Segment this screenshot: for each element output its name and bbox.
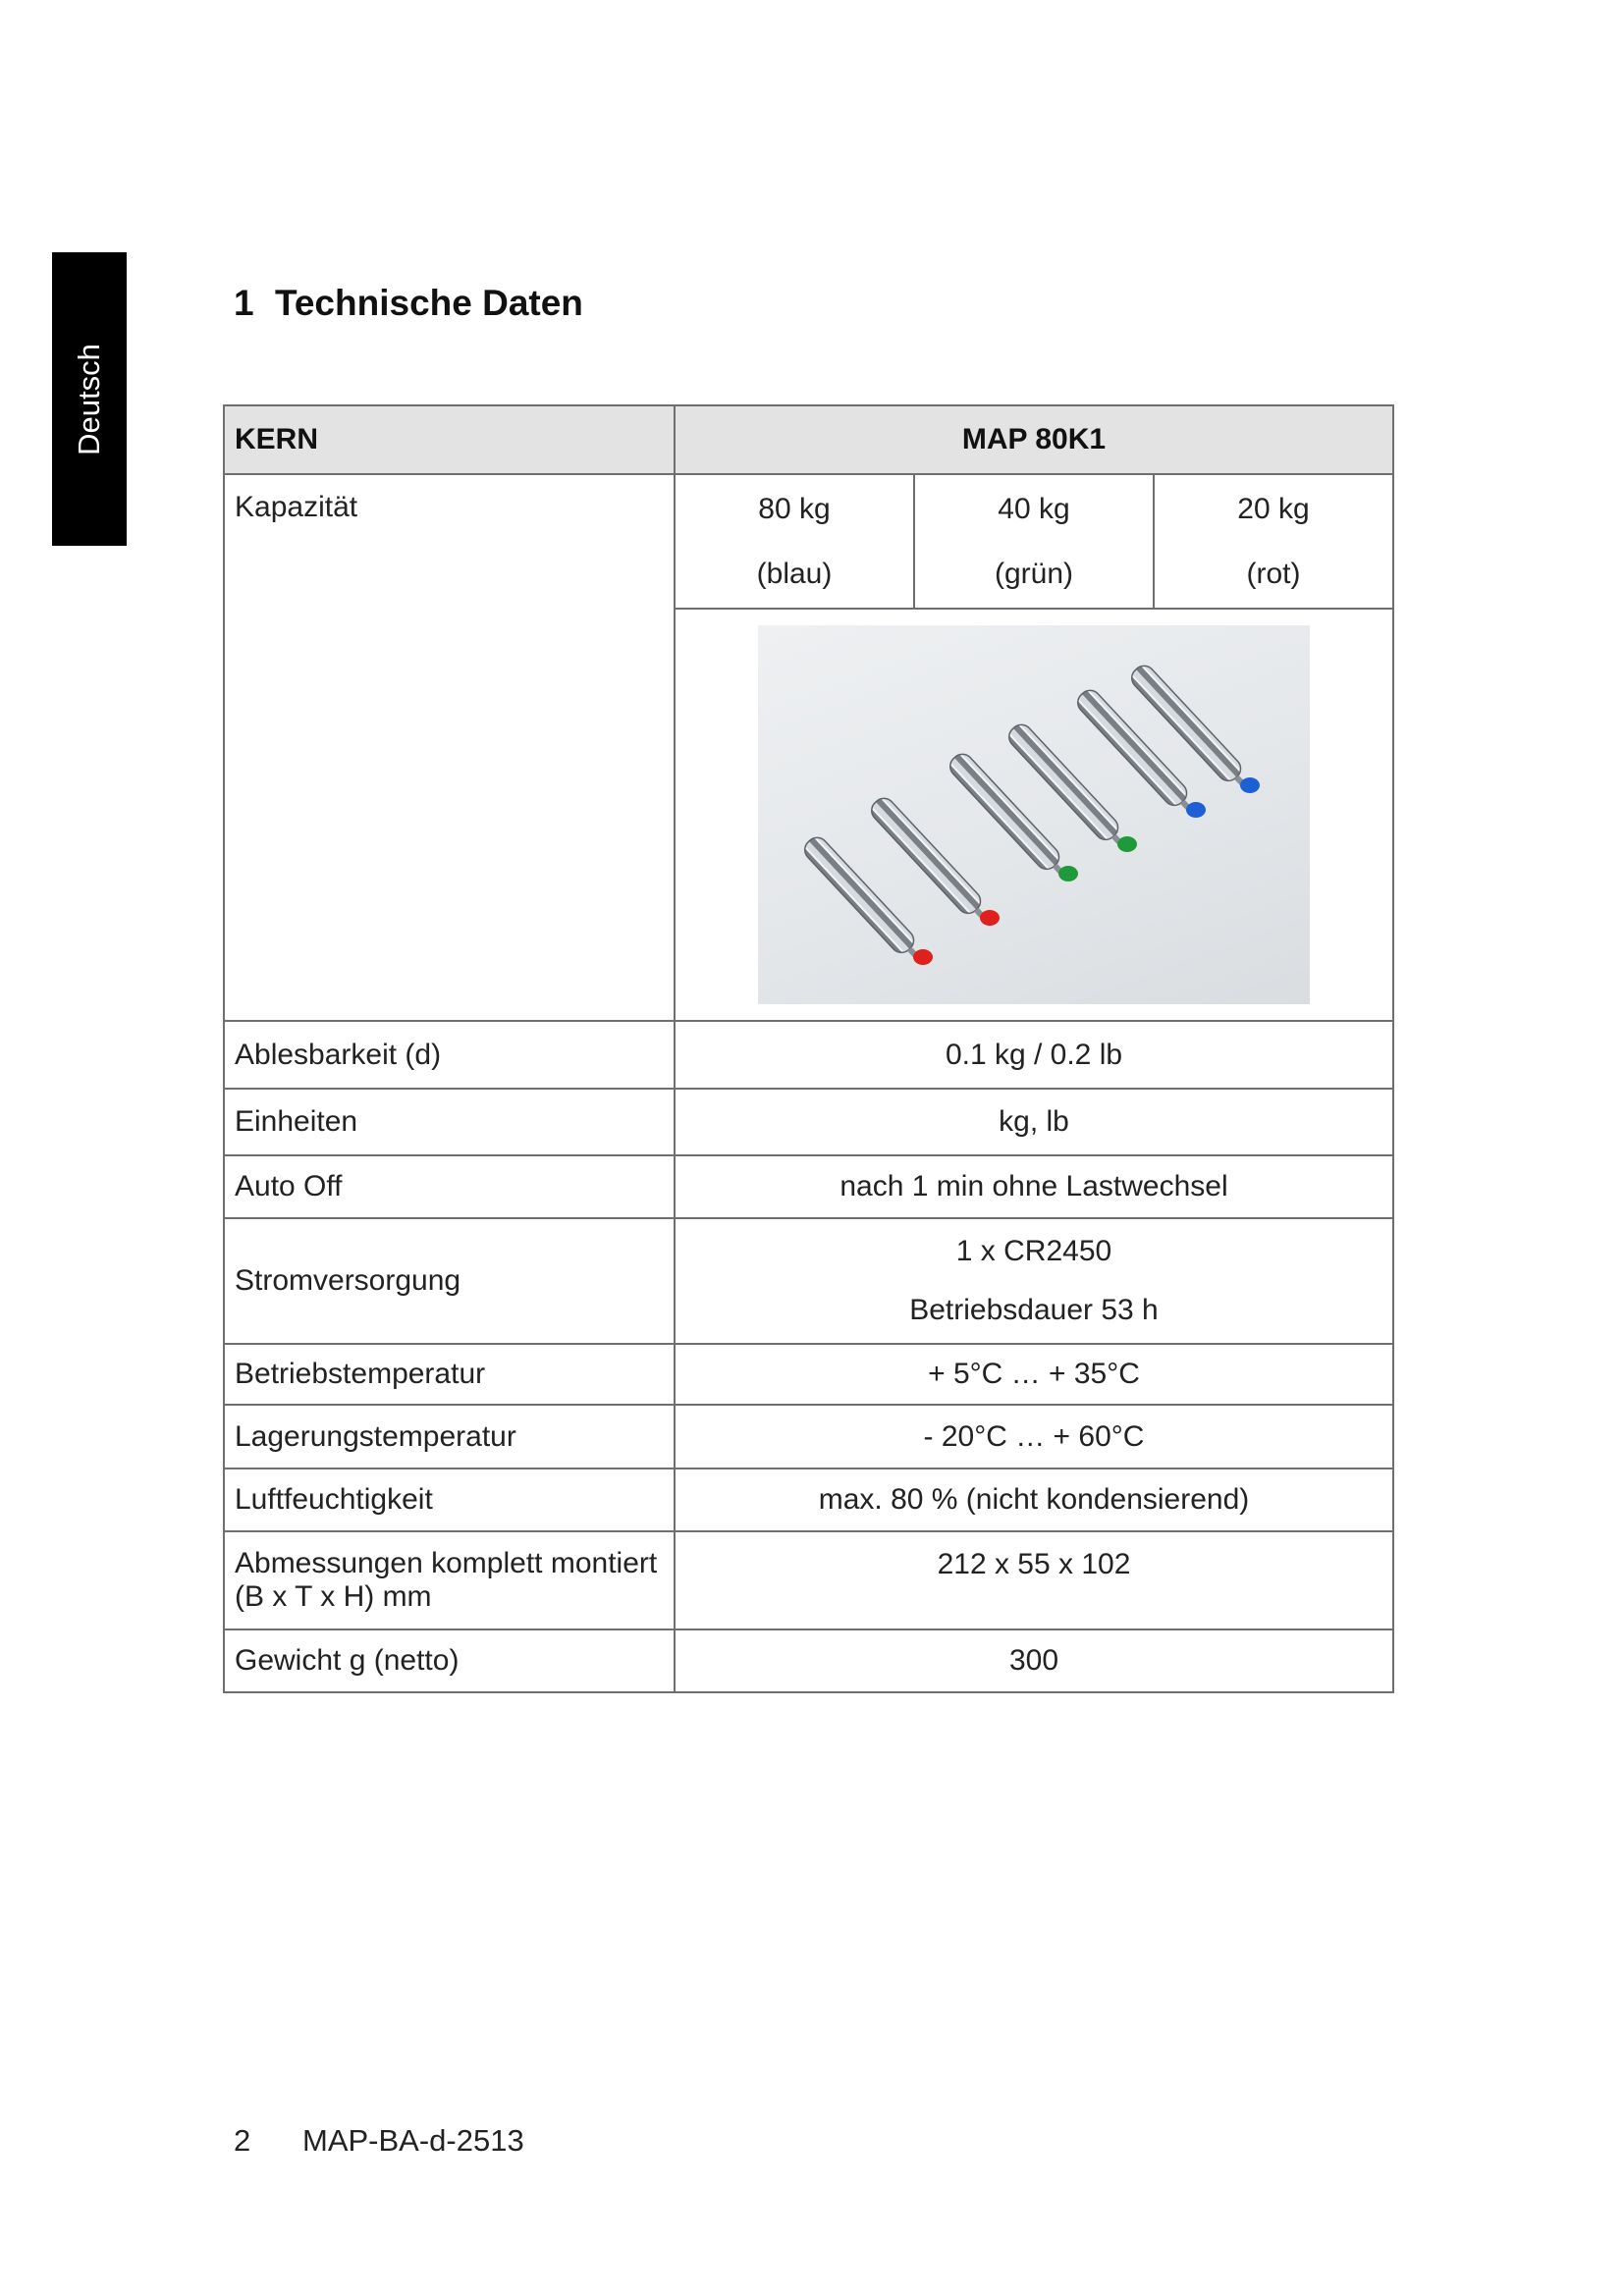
table-row (224, 1405, 1393, 1468)
springs-photo (758, 625, 1310, 1004)
capacity-value: 80 kg (758, 492, 831, 525)
brand-header: KERN (224, 405, 675, 474)
dimensions-label: Abmessungen komplett montiert (235, 1547, 658, 1579)
page-footer (234, 2123, 524, 2159)
spring-green-2-tab (1117, 836, 1137, 852)
section-number: 1 (234, 283, 254, 323)
row-label (224, 1531, 675, 1629)
capacity-color: (blau) (756, 557, 833, 590)
row-value (675, 1218, 1393, 1344)
row-value: nach 1 min ohne Lastwechsel (675, 1155, 1393, 1218)
row-value: - 20°C … + 60°C (675, 1405, 1393, 1468)
capacity-cell-20kg (1154, 474, 1393, 609)
capacity-value: 40 kg (998, 492, 1070, 525)
table-header-row (224, 405, 1393, 474)
spring-green-1-tab (1058, 866, 1078, 881)
table-row (224, 1155, 1393, 1218)
page-number: 2 (234, 2123, 251, 2158)
row-label: Stromversorgung (224, 1218, 675, 1344)
model-header: MAP 80K1 (675, 405, 1393, 474)
capacity-cell-40kg (914, 474, 1154, 609)
table-row (224, 1218, 1393, 1344)
dimensions-unit-label: (B x T x H) mm (235, 1580, 432, 1613)
language-label: Deutsch (72, 343, 106, 455)
row-value: + 5°C … + 35°C (675, 1344, 1393, 1405)
row-label: Ablesbarkeit (d) (224, 1021, 675, 1089)
capacity-label: Kapazität (224, 474, 675, 1021)
springs-image-cell (675, 609, 1393, 1021)
capacity-color: (grün) (994, 557, 1074, 590)
row-value: 0.1 kg / 0.2 lb (675, 1021, 1393, 1089)
spring-blue-1-tab (1186, 802, 1206, 818)
row-label: Luftfeuchtigkeit (224, 1468, 675, 1531)
row-value: 212 x 55 x 102 (675, 1531, 1393, 1629)
table-row (224, 1021, 1393, 1089)
spring-red-2-tab (980, 910, 1000, 926)
row-label: Einheiten (224, 1089, 675, 1155)
row-label: Lagerungstemperatur (224, 1405, 675, 1468)
spring-red-1-tab (913, 949, 933, 965)
table-row (224, 1344, 1393, 1405)
battery-type: 1 x CR2450 (955, 1235, 1112, 1267)
section-heading (234, 283, 583, 324)
row-value: 300 (675, 1629, 1393, 1692)
row-value: max. 80 % (nicht kondensierend) (675, 1468, 1393, 1531)
capacity-value: 20 kg (1237, 492, 1310, 525)
document-id: MAP-BA-d-2513 (302, 2123, 524, 2158)
language-tab (52, 252, 127, 546)
capacity-color: (rot) (1246, 557, 1301, 590)
capacity-row (224, 474, 1393, 609)
row-value: kg, lb (675, 1089, 1393, 1155)
row-label: Auto Off (224, 1155, 675, 1218)
table-row (224, 1089, 1393, 1155)
row-label: Betriebstemperatur (224, 1344, 675, 1405)
capacity-cell-80kg (675, 474, 914, 609)
spec-table (223, 404, 1394, 1693)
table-row (224, 1468, 1393, 1531)
spring-blue-2-tab (1240, 777, 1260, 793)
section-title: Technische Daten (275, 283, 583, 323)
row-label: Gewicht g (netto) (224, 1629, 675, 1692)
table-row (224, 1531, 1393, 1629)
table-row (224, 1629, 1393, 1692)
battery-life: Betriebsdauer 53 h (909, 1294, 1159, 1326)
